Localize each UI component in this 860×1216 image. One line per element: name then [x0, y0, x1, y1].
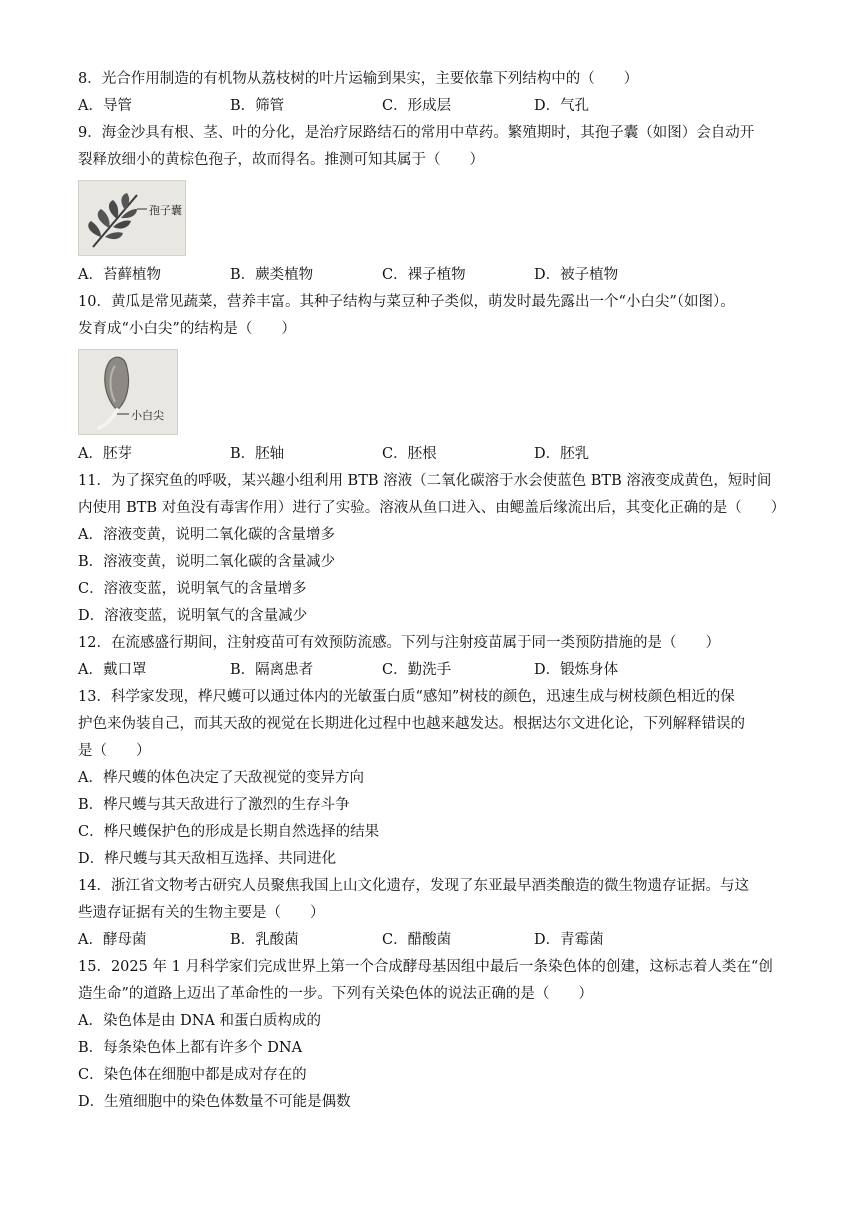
- question-stem: 发育成“小白尖”的结构是（ ）: [78, 321, 296, 337]
- option-c[interactable]: C．胚根: [382, 446, 437, 462]
- question-10: [78, 289, 798, 468]
- option-c[interactable]: C．溶液变蓝，说明氧气的含量增多: [78, 581, 307, 597]
- options-row: [78, 262, 798, 289]
- question-stem: 12．在流感盛行期间，注射疫苗可有效预防流感。下列与注射疫苗属于同一类预防措施的是（ ）: [78, 635, 720, 651]
- option-b[interactable]: B．每条染色体上都有许多个 DNA: [78, 1040, 303, 1056]
- option-b[interactable]: B．隔离患者: [230, 662, 314, 678]
- option-b[interactable]: B．桦尺蠖与其天敌进行了激烈的生存斗争: [78, 797, 350, 813]
- exam-page: [78, 66, 798, 1116]
- option-b[interactable]: B．溶液变黄，说明二氧化碳的含量减少: [78, 554, 336, 570]
- option-c[interactable]: C．醋酸菌: [382, 932, 452, 948]
- options-row: [78, 927, 798, 954]
- question-8: [78, 66, 798, 120]
- option-a[interactable]: A．染色体是由 DNA 和蛋白质构成的: [78, 1013, 321, 1029]
- question-stem: 8．光合作用制造的有机物从荔枝树的叶片运输到果实，主要依靠下列结构中的（ ）: [78, 71, 639, 87]
- option-a[interactable]: A．溶液变黄，说明二氧化碳的含量增多: [78, 527, 335, 543]
- option-a[interactable]: A．戴口罩: [78, 662, 147, 678]
- options-row: [78, 93, 798, 120]
- option-b[interactable]: B．胚轴: [230, 446, 285, 462]
- option-a[interactable]: A．苔藓植物: [78, 267, 161, 283]
- question-stem: 10．黄瓜是常见蔬菜，营养丰富。其种子结构与菜豆种子类似，萌发时最先露出一个“小白尖”（如图）。: [78, 294, 735, 310]
- question-stem: 15．2025 年 1 月科学家们完成世界上第一个合成酵母基因组中最后一条染色体的创建，这标志着人类在“创: [78, 959, 773, 975]
- question-11: [78, 468, 798, 630]
- question-13: [78, 684, 798, 873]
- question-stem: 是（ ）: [78, 743, 151, 759]
- option-c[interactable]: C．形成层: [382, 98, 452, 114]
- option-c[interactable]: C．染色体在细胞中都是成对存在的: [78, 1067, 307, 1083]
- question-stem: 14．浙江省文物考古研究人员聚焦我国上山文化遗存，发现了东亚最早酒类酿造的微生物遗存证据。与这: [78, 878, 749, 894]
- option-b[interactable]: B．乳酸菌: [230, 932, 299, 948]
- question-12: [78, 630, 798, 684]
- fern-leaf-image: [79, 181, 185, 255]
- option-d[interactable]: D．锻炼身体: [534, 662, 619, 678]
- option-b[interactable]: B．筛管: [230, 98, 285, 114]
- option-c[interactable]: C．桦尺蠖保护色的形成是长期自然选择的结果: [78, 824, 380, 840]
- option-b[interactable]: B．蕨类植物: [230, 267, 314, 283]
- option-d[interactable]: D．青霉菌: [534, 932, 604, 948]
- option-c[interactable]: C．勤洗手: [382, 662, 452, 678]
- options-row: [78, 657, 798, 684]
- question-stem: 13．科学家发现，桦尺蠖可以通过体内的光敏蛋白质“感知”树枝的颜色，迅速生成与树枝颜色相近的保: [78, 689, 735, 705]
- option-a[interactable]: A．导管: [78, 98, 132, 114]
- option-a[interactable]: A．桦尺蠖的体色决定了天敌视觉的变异方向: [78, 770, 364, 786]
- question-stem: 造生命”的道路上迈出了革命性的一步。下列有关染色体的说法正确的是（ ）: [78, 986, 593, 1002]
- option-d[interactable]: D．气孔: [534, 98, 590, 114]
- seed-figure: [78, 349, 178, 435]
- option-d[interactable]: D．被子植物: [534, 267, 619, 283]
- option-d[interactable]: D．胚乳: [534, 446, 590, 462]
- question-stem: 9．海金沙具有根、茎、叶的分化，是治疗尿路结石的常用中草药。繁殖期时，其孢子囊（如图）会自动开: [78, 125, 755, 141]
- question-15: [78, 954, 798, 1116]
- options-row: [78, 441, 798, 468]
- question-stem: 11．为了探究鱼的呼吸，某兴趣小组利用 BTB 溶液（二氧化碳溶于水会使蓝色 BTB 溶液变成黄色，短时间: [78, 473, 772, 489]
- question-stem: 护色来伪装自己，而其天敌的视觉在长期进化过程中也越来越发达。根据达尔文进化论，下列解释错误的: [78, 716, 745, 732]
- option-d[interactable]: D．生殖细胞中的染色体数量不可能是偶数: [78, 1094, 351, 1110]
- question-stem: 内使用 BTB 对鱼没有毒害作用）进行了实验。溶液从鱼口进入、由鳃盖后缘流出后，其变化正确的是（ ）: [78, 500, 786, 516]
- sporangium-label: 孢子囊: [149, 204, 182, 217]
- radicle-tip-label: 小白尖: [131, 409, 164, 422]
- fern-figure: [78, 180, 186, 256]
- question-stem: 裂释放细小的黄棕色孢子，故而得名。推测可知其属于（ ）: [78, 152, 484, 168]
- option-c[interactable]: C．裸子植物: [382, 267, 466, 283]
- question-14: [78, 873, 798, 954]
- question-9: [78, 120, 798, 289]
- option-d[interactable]: D．桦尺蠖与其天敌相互选择、共同进化: [78, 851, 337, 867]
- option-a[interactable]: A．胚芽: [78, 446, 132, 462]
- question-stem: 些遗存证据有关的生物主要是（ ）: [78, 905, 325, 921]
- option-a[interactable]: A．酵母菌: [78, 932, 147, 948]
- option-d[interactable]: D．溶液变蓝，说明氧气的含量减少: [78, 608, 308, 624]
